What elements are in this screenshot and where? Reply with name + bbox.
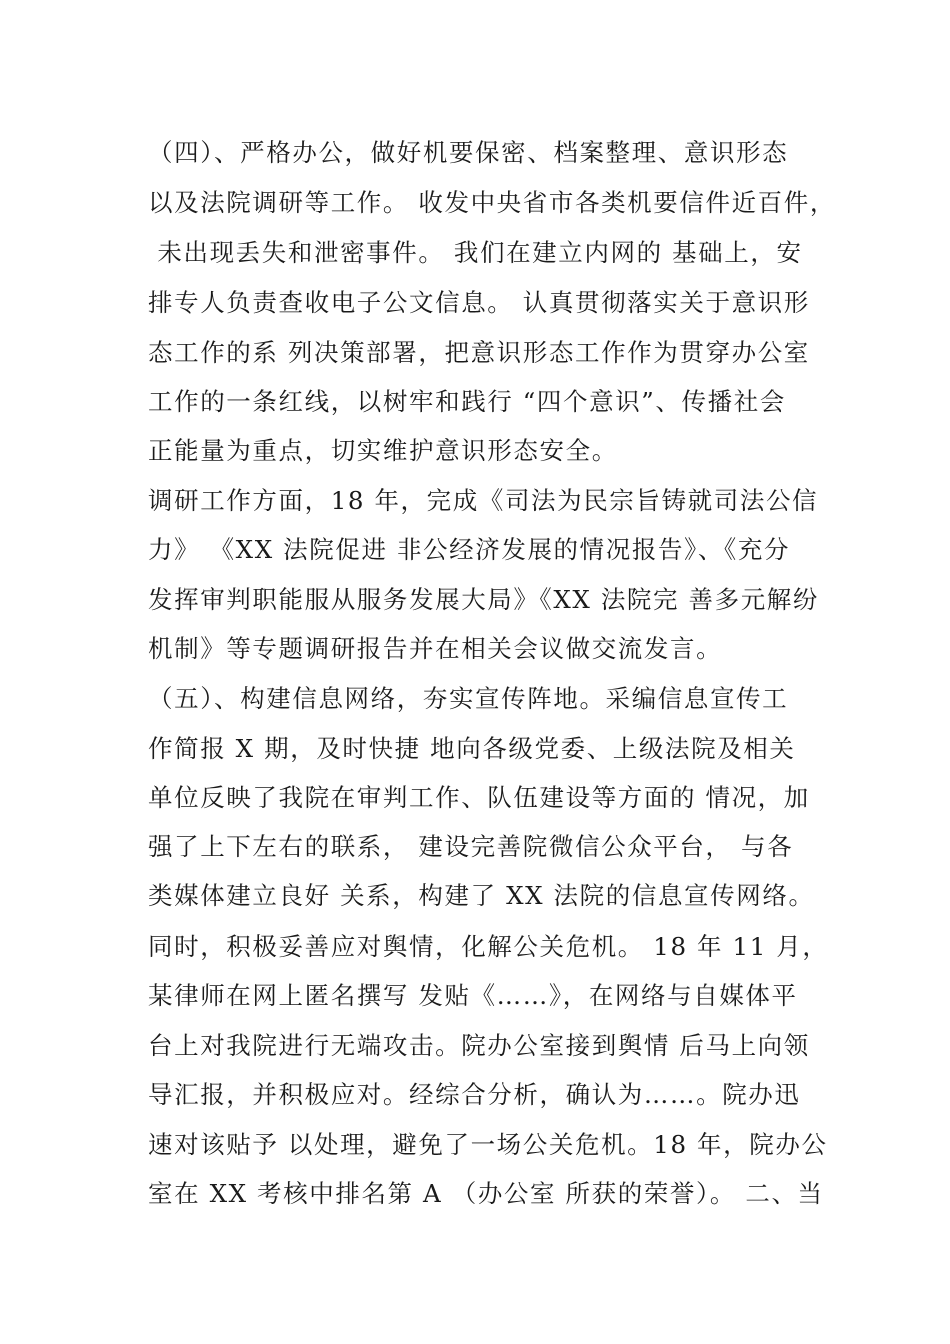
text-line: 同时，积极妥善应对舆情，化解公关危机。 18 年 11 月， [148,932,829,961]
text-line: 强了上下左右的联系， 建设完善院微信公众平台， 与各 [148,832,794,861]
text-line: 态工作的系 列决策部署，把意识形态工作作为贯穿办公室 [148,338,810,367]
text-line: 力》 《XX 法院促进 非公经济发展的情况报告》、《充分 [148,535,791,564]
text-line: 单位反映了我院在审判工作、队伍建设等方面的 情况，加 [148,783,810,812]
text-line: 速对该贴予 以处理，避免了一场公关危机。18 年，院办公 [148,1130,828,1159]
text-line: 室在 XX 考核中排名第 A （办公室 所获的荣誉）。 二、当 [148,1179,824,1208]
text-line: （四）、严格办公，做好机要保密、档案整理、意识形态 [148,138,789,167]
text-line: 发挥审判职能服从服务发展大局》《XX 法院完 善多元解纷 [148,585,820,614]
text-line: 类媒体建立良好 关系，构建了 XX 法院的信息宣传网络。 [148,881,815,910]
text-line: 排专人负责查收电子公文信息。 认真贯彻落实关于意识形 [148,288,810,317]
text-line: 机制》等专题调研报告并在相关会议做交流发言。 [148,634,723,663]
text-line: 未出现丢失和泄密事件。 我们在建立内网的 基础上，安 [148,238,803,267]
text-line: 作简报 X 期，及时快捷 地向各级党委、上级法院及相关 [148,734,796,763]
text-line: 正能量为重点，切实维护意识形态安全。 [148,436,618,465]
text-line: 以及法院调研等工作。 收发中央省市各类机要信件近百件， [148,188,836,217]
text-line: 调研工作方面，18 年，完成《司法为民宗旨铸就司法公信 [148,486,819,515]
text-line: 工作的一条红线，以树牢和践行 “四个意识”、传播社会 [148,387,786,416]
text-line: 导汇报，并积极应对。经综合分析，确认为……。院办迅 [148,1080,801,1109]
text-line: （五）、构建信息网络，夯实宣传阵地。采编信息宣传工 [148,684,789,713]
text-line: 台上对我院进行无端攻击。院办公室接到舆情 后马上向领 [148,1031,810,1060]
text-line: 某律师在网上匿名撰写 发贴《……》，在网络与自媒体平 [148,981,798,1010]
